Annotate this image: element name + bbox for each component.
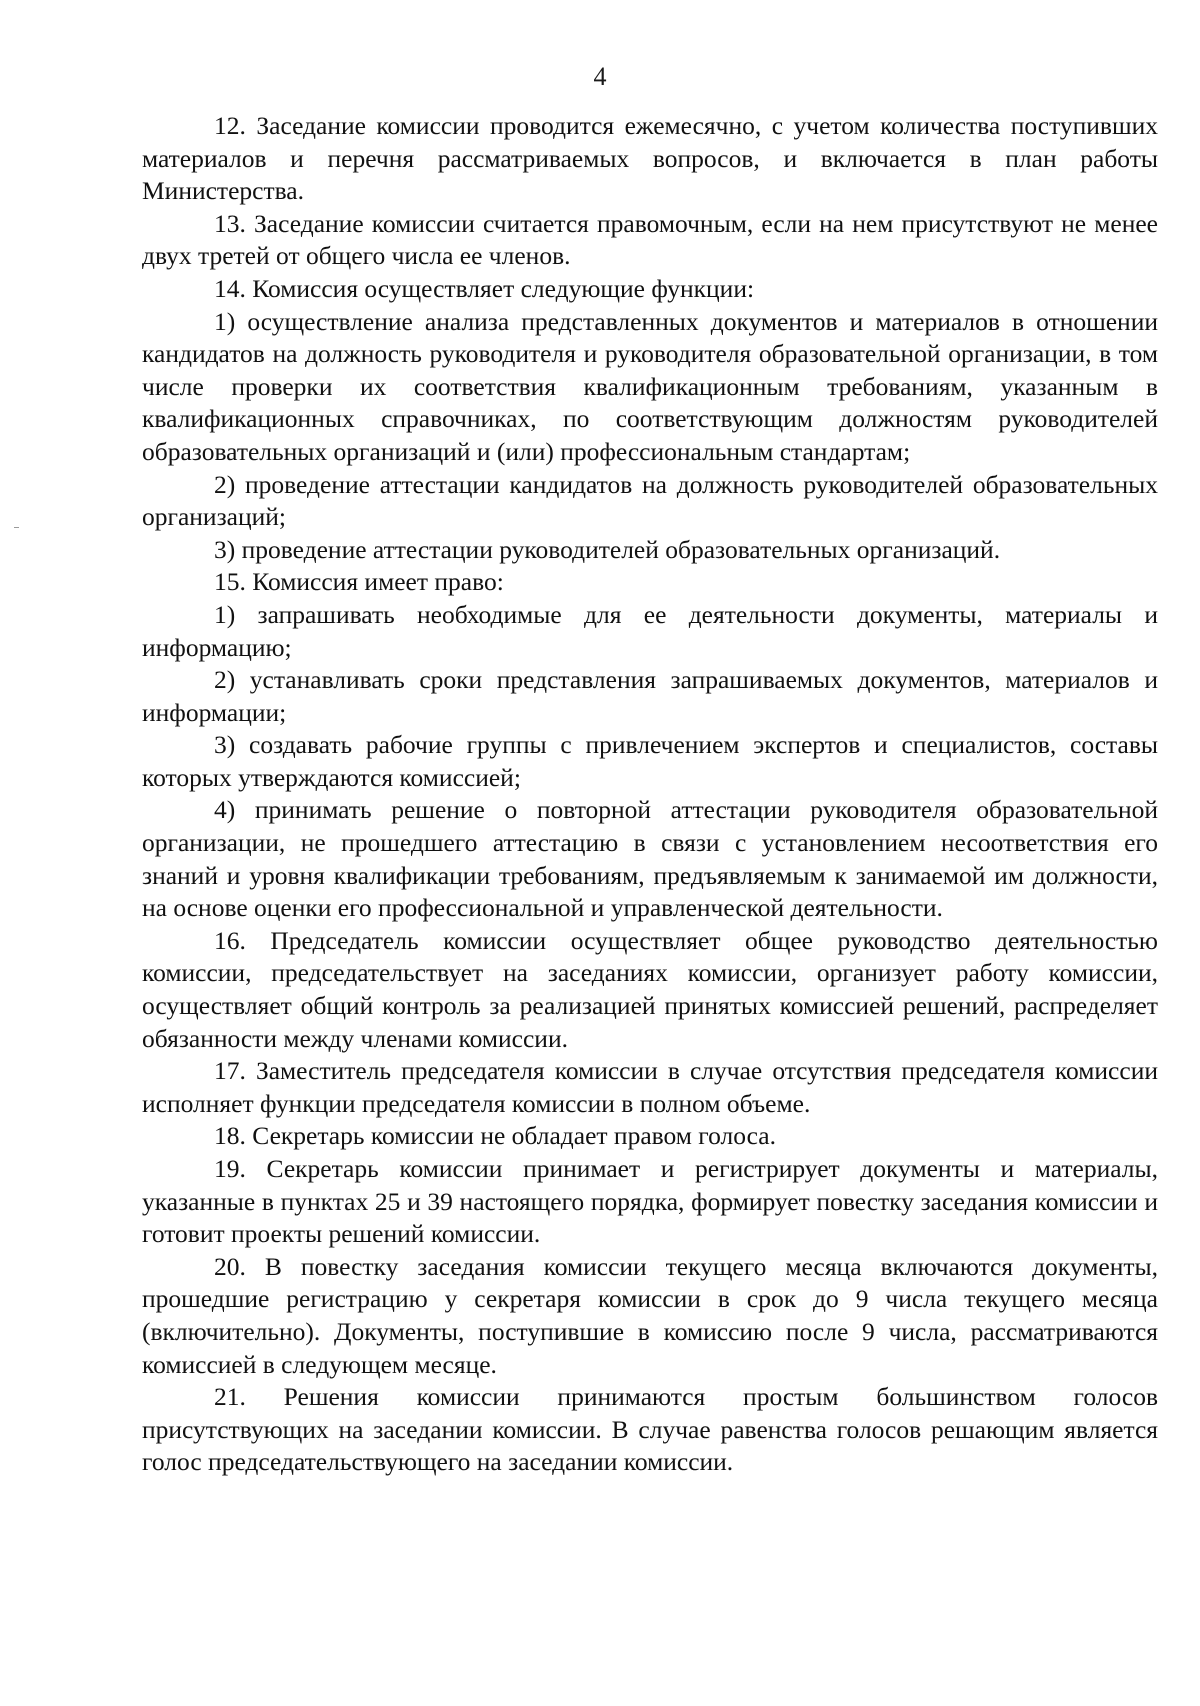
document-body (142, 110, 1158, 1479)
scan-margin-mark (14, 527, 19, 528)
paragraph-19: 19. Секретарь комиссии принимает и регистрирует документы и материалы, указанные в пунктах 25 и 39 настоящего порядка, формирует повестку заседания комиссии и готовит проекты решений комиссии. (142, 1154, 1158, 1249)
paragraph-15: 15. Комиссия имеет право: (214, 567, 504, 597)
paragraph-20: 20. В повестку заседания комиссии текущего месяца включаются документы, прошедшие регистрацию у секретаря комиссии в срок до 9 числа текущего месяца (включительно). Документы, поступившие в комиссию после 9 числа, рассматриваются комиссией в следующем месяце. (142, 1251, 1158, 1379)
paragraph-14-item-2: 2) проведение аттестации кандидатов на должность руководителей образовательных организаций; (142, 469, 1158, 532)
paragraph-18: 18. Секретарь комиссии не обладает правом голоса. (214, 1121, 776, 1151)
paragraph-15-item-2: 2) устанавливать сроки представления запрашиваемых документов, материалов и информации; (142, 665, 1158, 727)
paragraph-13: 13. Заседание комиссии считается правомочным, если на нем присутствуют не менее двух третей от общего числа ее членов. (142, 208, 1158, 271)
paragraph-21: 21. Решения комиссии принимаются простым большинством голосов присутствующих на заседании комиссии. В случае равенства голосов решающим является голос председательствующего на заседании комиссии. (142, 1382, 1158, 1477)
paragraph-17: 17. Заместитель председателя комиссии в случае отсутствия председателя комиссии исполняет функции председателя комиссии в полном объеме. (142, 1056, 1158, 1118)
paragraph-16: 16. Председатель комиссии осуществляет общее руководство деятельностью комиссии, председательствует на заседаниях комиссии, организует работу комиссии, осуществляет общий контроль за реализацией принятых комиссией решений, распределяет обязанности между членами комиссии. (142, 925, 1158, 1053)
page-number: 4 (593, 62, 607, 91)
paragraph-15-item-3: 3) создавать рабочие группы с привлечением экспертов и специалистов, составы которых утверждаются комиссией; (142, 730, 1158, 792)
paragraph-14-item-1: 1) осуществление анализа представленных документов и материалов в отношении кандидатов на должность руководителя и руководителя образовательной организации, в том числе проверки их соответствия квалификационным требованиям, указанным в квалификационных справочниках, по соответствующим должностям руководителей образовательных организаций и (или) профессиональным стандартам; (142, 306, 1158, 466)
paragraph-14: 14. Комиссия осуществляет следующие функции: (214, 273, 755, 303)
paragraph-15-item-4: 4) принимать решение о повторной аттестации руководителя образовательной организации, не прошедшего аттестацию в связи с установлением несоответствия его знаний и уровня квалификации требованиям, предъявляемым к занимаемой им должности, на основе оценки его профессиональной и управленческой деятельности. (142, 795, 1158, 923)
paragraph-15-item-1: 1) запрашивать необходимые для ее деятельности документы, материалы и информацию; (142, 599, 1158, 662)
paragraph-14-item-3: 3) проведение аттестации руководителей образовательных организаций. (214, 534, 1001, 564)
paragraph-12: 12. Заседание комиссии проводится ежемесячно, с учетом количества поступивших материалов и перечня рассматриваемых вопросов, и включается в план работы Министерства. (142, 111, 1158, 206)
